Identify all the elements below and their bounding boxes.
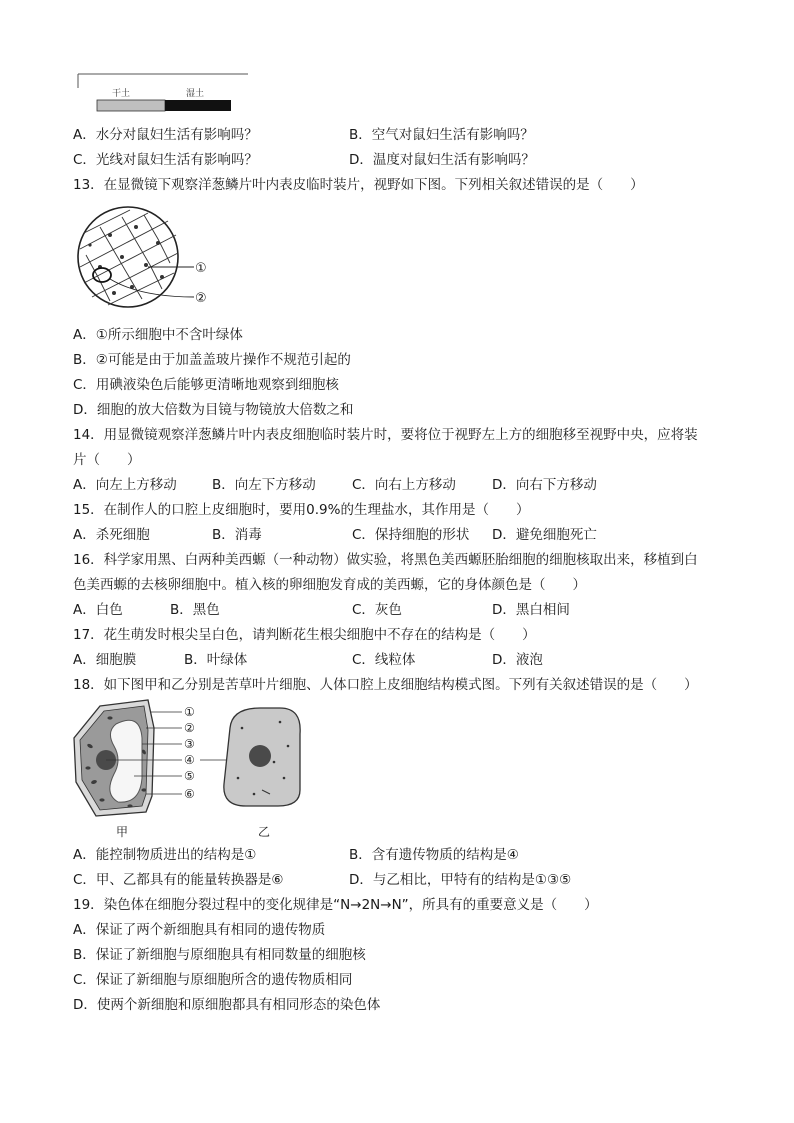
wet-soil-label: 湿土 [186, 89, 205, 99]
q17-option-c: C．线粒体 [352, 652, 416, 668]
animal-cell [224, 708, 300, 806]
q13-option-a: A．①所示细胞中不含叶绿体 [73, 327, 243, 343]
wet-soil-region [165, 100, 231, 111]
cell-label-4: ④ [184, 753, 195, 767]
q15-option-b: B．消毒 [212, 527, 262, 543]
cell-label-5: ⑤ [184, 769, 195, 783]
q16-option-d: D．黑白相间 [492, 602, 570, 618]
cell-diagrams-figure [70, 698, 330, 848]
q19-option-a: A．保证了两个新细胞具有相同的遗传物质 [73, 922, 326, 938]
q14-option-b: B．向左下方移动 [212, 477, 316, 493]
q13-option-b: B．②可能是由于加盖盖玻片操作不规范引起的 [73, 352, 351, 368]
q16-option-a: A．白色 [73, 602, 123, 618]
q12-option-b: B．空气对鼠妇生活有影响吗？ [349, 127, 534, 143]
cell-label-6: ⑥ [184, 787, 195, 801]
q17-stem: 17．花生萌发时根尖呈白色，请判断花生根尖细胞中不存在的结构是（ ） [73, 627, 536, 643]
q17-option-d: D．液泡 [492, 652, 543, 668]
q19-option-d: D．使两个新细胞和原细胞都具有相同形态的染色体 [73, 997, 381, 1013]
q18-option-b: B．含有遗传物质的结构是④ [349, 847, 519, 863]
q14-option-d: D．向右下方移动 [492, 477, 597, 493]
q17-option-a: A．细胞膜 [73, 652, 137, 668]
q14-stem-line1: 14．用显微镜观察洋葱鳞片叶内表皮细胞临时装片时，要将位于视野左上方的细胞移至视野中央，应将装 [73, 427, 698, 443]
q14-stem-line2: 片（ ） [73, 452, 141, 468]
q19-option-c: C．保证了新细胞与原细胞所含的遗传物质相同 [73, 972, 353, 988]
q12-option-d: D．温度对鼠妇生活有影响吗？ [349, 152, 535, 168]
q15-option-d: D．避免细胞死亡 [492, 527, 597, 543]
q16-stem-line2: 色美西螈的去核卵细胞中。植入核的卵细胞发育成的美西螈，它的身体颜色是（ ） [73, 577, 586, 593]
label-2: ② [195, 291, 207, 306]
cell-label-3: ③ [184, 737, 195, 751]
microscope-view-figure [70, 205, 290, 315]
q18-option-d: D．与乙相比，甲特有的结构是①③⑤ [349, 872, 572, 888]
q12-option-c: C．光线对鼠妇生活有影响吗？ [73, 152, 258, 168]
q15-option-c: C．保持细胞的形状 [352, 527, 470, 543]
q17-option-b: B．叶绿体 [184, 652, 248, 668]
q16-stem-line1: 16．科学家用黑、白两种美西螈（一种动物）做实验，将黑色美西螈胚胎细胞的细胞核取出来，移植到白 [73, 552, 698, 568]
q18-option-a: A．能控制物质进出的结构是① [73, 847, 257, 863]
q13-option-d: D．细胞的放大倍数为目镜与物镜放大倍数之和 [73, 402, 354, 418]
q18-option-c: C．甲、乙都具有的能量转换器是⑥ [73, 872, 284, 888]
q18-stem: 18．如下图甲和乙分别是苦草叶片细胞、人体口腔上皮细胞结构模式图。下列有关叙述错误的是（ ） [73, 677, 698, 693]
animal-nucleus [249, 745, 271, 767]
cell-label-2: ② [184, 721, 195, 735]
q19-stem: 19．染色体在细胞分裂过程中的变化规律是“N→2N→N”，所具有的重要意义是（ ） [73, 897, 598, 913]
q16-option-c: C．灰色 [352, 602, 402, 618]
caption-yi: 乙 [258, 825, 271, 839]
q12-option-a: A．水分对鼠妇生活有影响吗？ [73, 127, 258, 143]
cell-label-1: ① [184, 705, 195, 719]
caption-jia: 甲 [116, 825, 129, 839]
q14-option-a: A．向左上方移动 [73, 477, 177, 493]
dry-soil-region [97, 100, 165, 111]
q15-stem: 15．在制作人的口腔上皮细胞时，要用0.9%的生理盐水，其作用是（ ） [73, 502, 530, 518]
dry-soil-label: 干土 [112, 89, 131, 99]
q13-stem: 13．在显微镜下观察洋葱鳞片叶内表皮临时装片，视野如下图。下列相关叙述错误的是（ ） [73, 177, 644, 193]
q15-option-a: A．杀死细胞 [73, 527, 150, 543]
label-1: ① [195, 261, 207, 276]
plant-cell [74, 700, 154, 816]
q19-option-b: B．保证了新细胞与原细胞具有相同数量的细胞核 [73, 947, 366, 963]
q16-option-b: B．黑色 [170, 602, 220, 618]
q13-option-c: C．用碘液染色后能够更清晰地观察到细胞核 [73, 377, 339, 393]
soil-box-figure [0, 0, 794, 120]
q14-option-c: C．向右上方移动 [352, 477, 456, 493]
